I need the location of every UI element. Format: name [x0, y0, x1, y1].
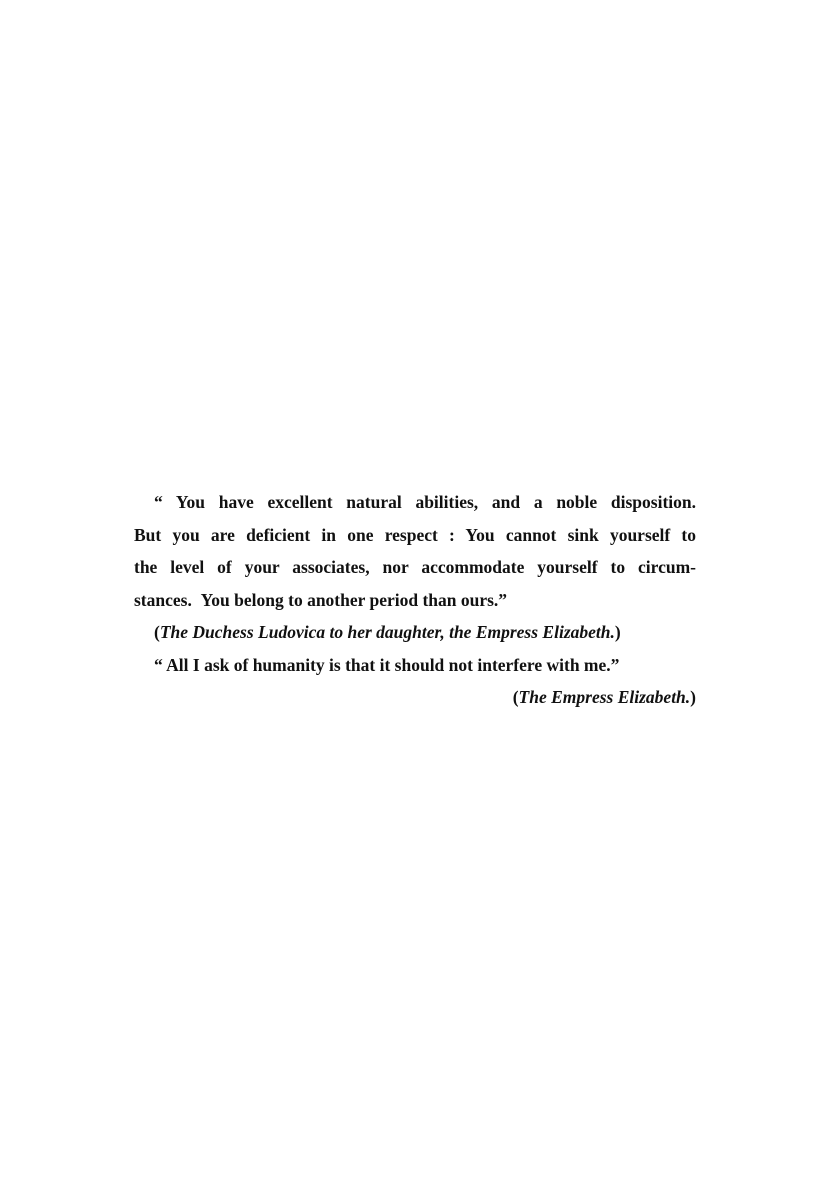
- quote-1-attribution-text: The Duchess Ludovica to her daughter, the Empress Elizabeth.: [159, 622, 615, 642]
- quote-1-line-3: the level of your associates, nor accommodate yourself to circum-: [134, 557, 696, 577]
- quote-2-text: “ All I ask of humanity is that it should not interfere with me.”: [154, 654, 620, 675]
- quote-1-line-4: stances. You belong to another period than ours.”: [134, 589, 508, 610]
- epigraph: [134, 486, 696, 714]
- quote-2-attribution-text: The Empress Elizabeth.: [518, 687, 691, 707]
- quote-1-line-2: But you are deficient in one respect : You cannot sink yourself to: [134, 524, 696, 545]
- quote-1-attribution: [134, 616, 696, 649]
- paren-close: ): [614, 622, 621, 642]
- quote-2-attribution: [134, 681, 696, 714]
- paren-open: (: [512, 687, 519, 707]
- quote-1-line-1: “ You have excellent natural abilities, and a noble disposition.: [154, 492, 696, 512]
- paren-open: (: [154, 622, 160, 642]
- paren-close: ): [690, 687, 696, 707]
